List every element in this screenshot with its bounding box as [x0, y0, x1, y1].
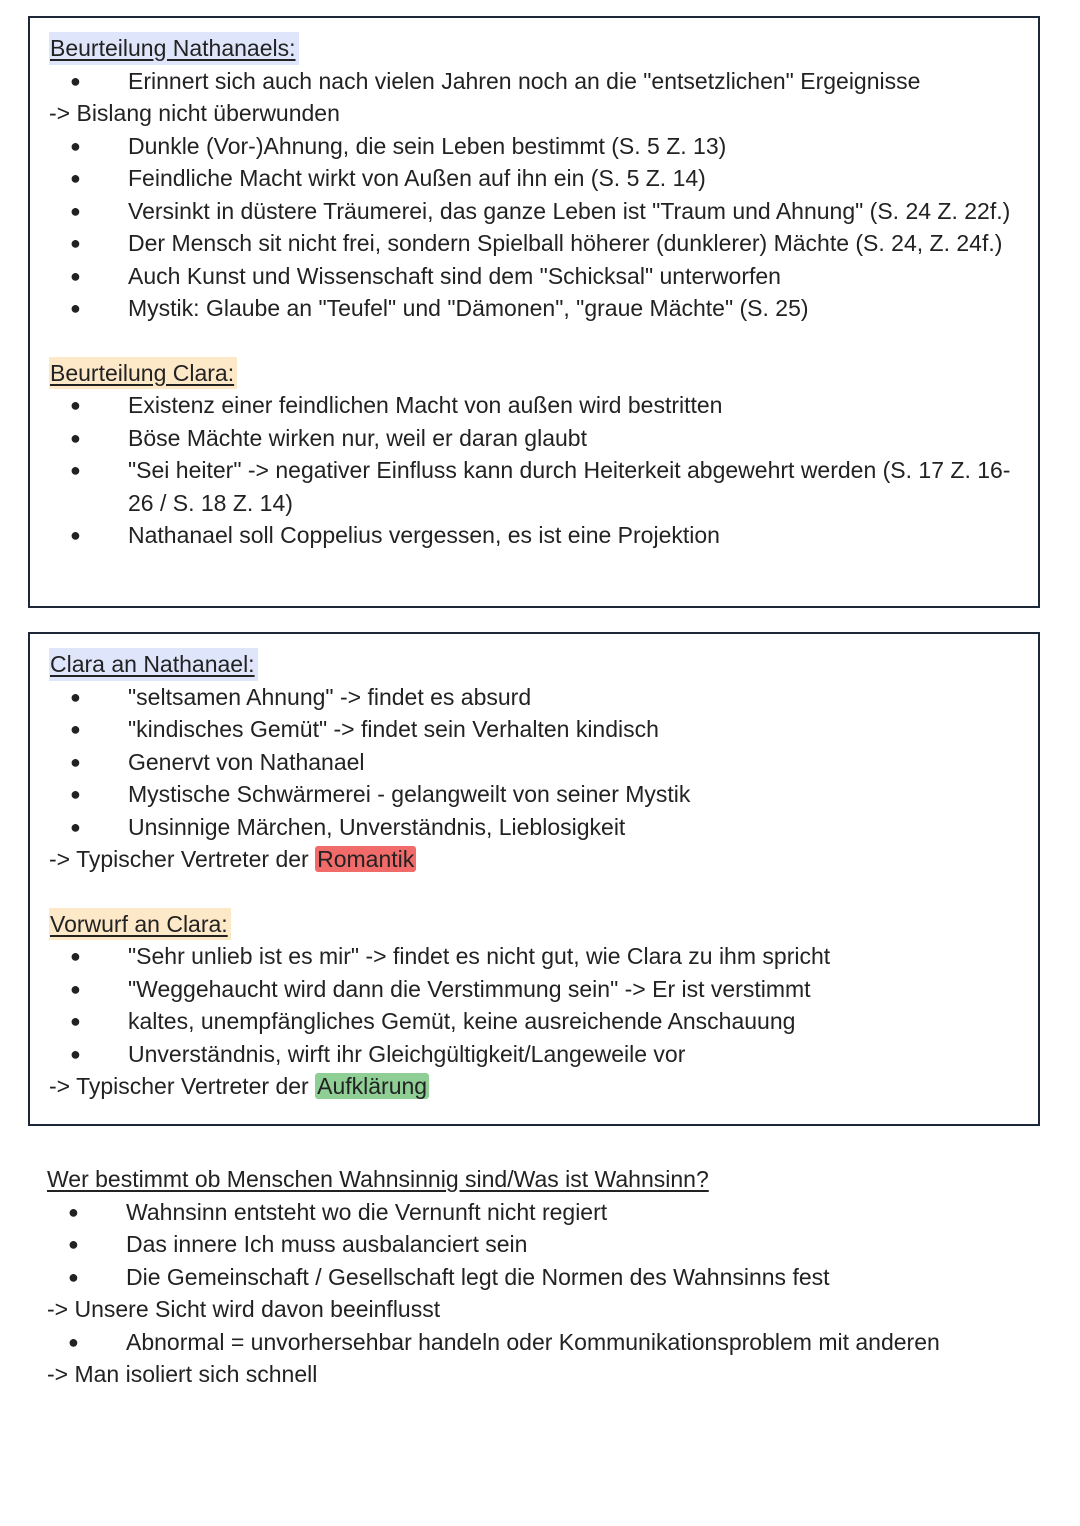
bullet-icon: ●	[70, 460, 81, 480]
list-item: ● Auch Kunst und Wissenschaft sind dem "Schicksal" unterworfen	[49, 260, 1038, 293]
heading-vorwurf-an-clara: Vorwurf an Clara:	[49, 908, 231, 941]
list-item: ● Genervt von Nathanael	[49, 746, 1038, 779]
list-item: ● Mystik: Glaube an "Teufel" und "Dämonen", "graue Mächte" (S. 25)	[49, 292, 1038, 325]
bullet-icon: ●	[70, 686, 81, 707]
list-item: ● "Sehr unlieb ist es mir" -> findet es nicht gut, wie Clara zu ihm spricht	[49, 940, 1038, 973]
highlight-aufklaerung: Aufklärung	[317, 1073, 428, 1099]
list-item: ● Abnormal = unvorhersehbar handeln oder Kommunikationsproblem mit anderen	[47, 1326, 1047, 1359]
bullet-icon: ●	[70, 298, 81, 318]
bullet-icon: ●	[70, 135, 81, 156]
list-item: ● "Weggehaucht wird dann die Verstimmung sein" -> Er ist verstimmt	[49, 973, 1038, 1006]
list-item: ● Unverständnis, wirft ihr Gleichgültigkeit/Langeweile vor	[49, 1038, 1038, 1071]
arrow-note: -> Bislang nicht überwunden	[49, 100, 340, 126]
bullet-icon: ●	[70, 1011, 81, 1031]
box-beurteilung	[28, 16, 1040, 608]
bullet-icon: ●	[68, 1234, 79, 1254]
list-item: ● Böse Mächte wirken nur, weil er daran glaubt	[49, 422, 1038, 455]
bullet-icon: ●	[70, 70, 81, 91]
bullet-icon: ●	[70, 395, 81, 415]
bullet-icon: ●	[68, 1266, 79, 1287]
section-wahnsinn	[47, 1163, 1047, 1391]
list-item: ● Nathanael soll Coppelius vergessen, es ist eine Projektion	[49, 519, 1038, 552]
arrow-note: -> Man isoliert sich schnell	[47, 1361, 318, 1387]
list-item: ● Feindliche Macht wirkt von Außen auf ihn ein (S. 5 Z. 14)	[49, 162, 1038, 195]
bullet-icon: ●	[70, 233, 81, 253]
bullet-icon: ●	[70, 200, 81, 221]
list-item: ● kaltes, unempfängliches Gemüt, keine ausreichende Anschauung	[49, 1005, 1038, 1038]
list-item: ● Wahnsinn entsteht wo die Vernunft nicht regiert	[47, 1196, 1047, 1229]
conclusion-romantik: -> Typischer Vertreter der Romantik	[49, 846, 415, 872]
bullet-icon: ●	[70, 784, 81, 804]
box-clara-nathanael	[28, 632, 1040, 1126]
list-item: ● Mystische Schwärmerei - gelangweilt von seiner Mystik	[49, 778, 1038, 811]
heading-beurteilung-nathanaels: Beurteilung Nathanaels:	[49, 32, 299, 65]
bullet-icon: ●	[68, 1331, 79, 1352]
heading-clara-an-nathanael: Clara an Nathanael:	[49, 648, 258, 681]
highlight-romantik: Romantik	[317, 846, 415, 872]
list-item: ● "seltsamen Ahnung" -> findet es absurd	[49, 681, 1038, 714]
bullet-icon: ●	[70, 427, 81, 448]
bullet-icon: ●	[68, 1201, 79, 1222]
list-item: ● Versinkt in düstere Träumerei, das ganze Leben ist "Traum und Ahnung" (S. 24 Z. 22f.)	[49, 195, 1038, 228]
conclusion-aufklaerung: -> Typischer Vertreter der Aufklärung	[49, 1073, 428, 1099]
list-item: ● Erinnert sich auch nach vielen Jahren noch an die "entsetzlichen" Ergeignisse	[49, 65, 1038, 98]
bullet-icon: ●	[70, 168, 81, 188]
list-item: ● "Sei heiter" -> negativer Einfluss kann durch Heiterkeit abgewehrt werden (S. 17 Z. 16-26 / S. 18 Z. 14)	[49, 454, 1038, 519]
arrow-note: -> Unsere Sicht wird davon beeinflusst	[47, 1296, 441, 1322]
bullet-icon: ●	[70, 265, 81, 286]
list-item: ● Das innere Ich muss ausbalanciert sein	[47, 1228, 1047, 1261]
list-item: ● Der Mensch sit nicht frei, sondern Spielball höherer (dunklerer) Mächte (S. 24, Z. 24f.)	[49, 227, 1038, 260]
bullet-icon: ●	[70, 1043, 81, 1064]
bullet-icon: ●	[70, 719, 81, 739]
list-item: ● Dunkle (Vor-)Ahnung, die sein Leben bestimmt (S. 5 Z. 13)	[49, 130, 1038, 163]
bullet-icon: ●	[70, 978, 81, 999]
list-item: ● Existenz einer feindlichen Macht von außen wird bestritten	[49, 389, 1038, 422]
heading-beurteilung-clara: Beurteilung Clara:	[49, 357, 237, 390]
list-item: ● "kindisches Gemüt" -> findet sein Verhalten kindisch	[49, 713, 1038, 746]
bullet-icon: ●	[70, 751, 81, 772]
heading-wahnsinn: Wer bestimmt ob Menschen Wahnsinnig sind/Was ist Wahnsinn?	[47, 1166, 709, 1192]
bullet-icon: ●	[70, 946, 81, 966]
bullet-icon: ●	[70, 816, 81, 837]
bullet-icon: ●	[70, 525, 81, 545]
list-item: ● Unsinnige Märchen, Unverständnis, Lieblosigkeit	[49, 811, 1038, 844]
list-item: ● Die Gemeinschaft / Gesellschaft legt die Normen des Wahnsinns fest	[47, 1261, 1047, 1294]
